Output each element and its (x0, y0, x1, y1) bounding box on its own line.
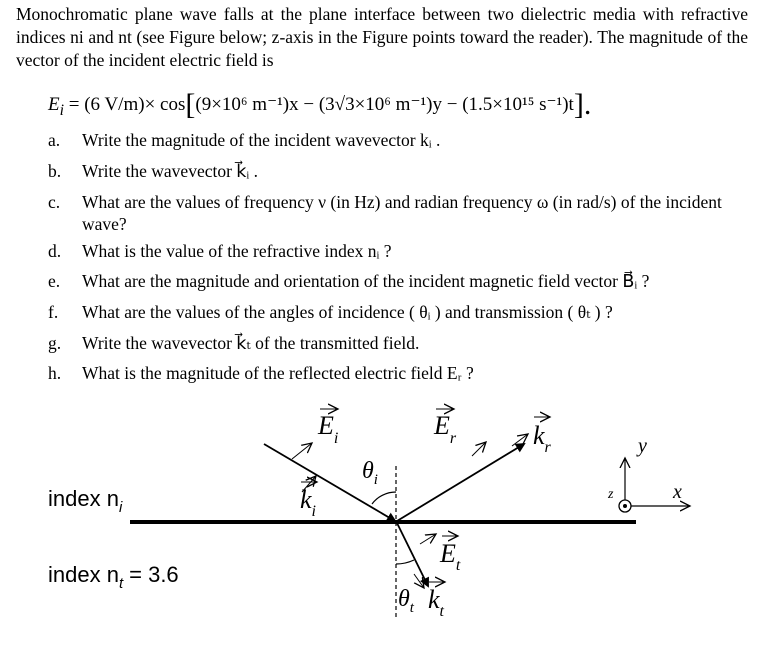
question-g (48, 332, 748, 354)
ki-label: $k_i$ (300, 485, 316, 520)
theta-t-arc (396, 560, 414, 564)
question-text: What are the values of frequency ν (in Hz) and radian frequency ω (in rad/s) of the incident wave? (82, 192, 722, 234)
question-letter: f. (48, 302, 59, 322)
question-h (48, 362, 748, 384)
z-axis-label: z (608, 487, 614, 502)
eq-argument: (9×10⁶ m⁻¹)x − (3√3×10⁶ m⁻¹)y − (1.5×10¹⁵ s⁻¹)t (195, 94, 574, 115)
question-text: What are the magnitude and orientation of the incident magnetic field vector B⃗ᵢ ? (82, 271, 650, 291)
question-f (48, 301, 748, 323)
Er-label: $E_r$ (434, 411, 457, 447)
question-text: What is the value of the refractive index nᵢ ? (82, 241, 392, 261)
question-text: Write the magnitude of the incident wavevector kᵢ . (82, 130, 441, 150)
right-bracket: ]. (573, 88, 592, 121)
question-e (48, 270, 748, 292)
question-letter: e. (48, 271, 61, 291)
reflected-ray (397, 444, 524, 521)
question-letter: b. (48, 161, 62, 181)
Et-arrow (420, 534, 436, 544)
theta-t-label: $\theta_t$ (398, 586, 414, 616)
question-letter: d. (48, 241, 62, 261)
index-i-label: index $n_i$ (48, 486, 123, 516)
question-letter: h. (48, 363, 62, 383)
y-axis-label: y (638, 435, 647, 457)
question-letter: a. (48, 130, 61, 150)
Er-arrow (472, 442, 486, 456)
question-letter: c. (48, 192, 61, 212)
kt-label: $k_t$ (428, 585, 444, 620)
Ei-label: $E_i$ (318, 411, 339, 447)
problem-intro: Monochromatic plane wave falls at the plane interface between two dielectric media with refractive indices ni and nt (see Figure below; z-axis in the Figure points toward the reader). The magnitude of the vector of the incident electric field is (16, 4, 748, 70)
question-d (48, 240, 748, 262)
theta-i-label: $\theta_i$ (362, 458, 378, 488)
x-axis-label: x (673, 481, 682, 503)
kr-arrow (512, 434, 528, 446)
question-c (48, 191, 748, 235)
refraction-diagram (0, 396, 767, 659)
question-text: What is the magnitude of the reflected electric field Eᵣ ? (82, 363, 474, 383)
question-letter: g. (48, 333, 62, 353)
Et-label: $E_t$ (440, 539, 461, 574)
question-b (48, 160, 748, 182)
theta-i-arc (372, 492, 396, 504)
eq-lhs: E (48, 94, 60, 115)
kr-label: $k_r$ (533, 421, 551, 456)
question-text: Write the wavevector k⃗ₜ of the transmitted field. (82, 333, 420, 353)
Ei-arrow (292, 443, 312, 459)
z-axis-dot (623, 504, 627, 508)
index-t-label: index $n_t = 3.6$ (48, 562, 179, 592)
incident-field-equation (48, 88, 591, 122)
refraction-figure (0, 396, 767, 659)
eq-prefix: = (6 V/m)× cos (64, 94, 186, 115)
question-text: Write the wavevector k⃗ᵢ . (82, 161, 259, 181)
question-a (48, 129, 748, 151)
left-bracket: [ (185, 88, 196, 121)
transmitted-ray (397, 523, 428, 586)
question-text: What are the values of the angles of incidence ( θᵢ ) and transmission ( θₜ ) ? (82, 302, 613, 322)
eq-lhs-sub: i (59, 101, 65, 119)
